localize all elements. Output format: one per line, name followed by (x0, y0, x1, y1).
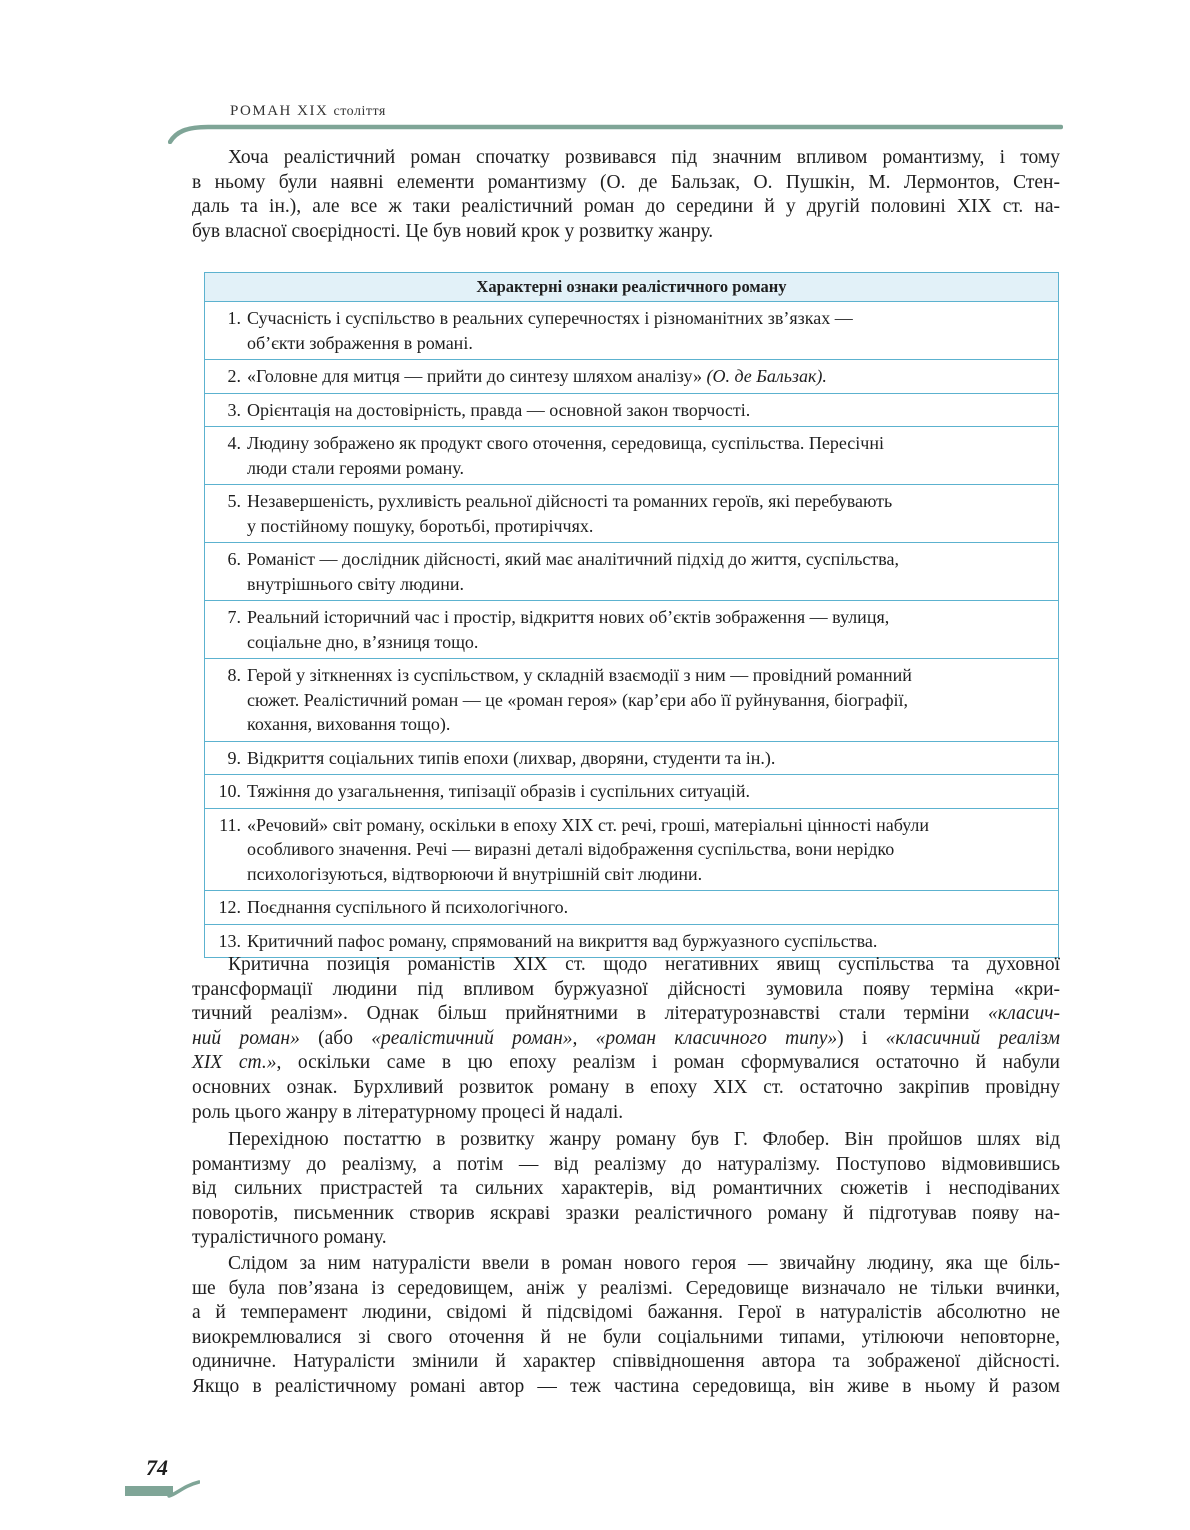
body-line: Перехідною постаттю в розвитку жанру роману був Г. Флобер. Він пройшов шлях від (228, 1129, 1060, 1150)
row-number: 10. (218, 781, 241, 801)
row-text: Герой у зіткненнях із суспільством, у складній взаємодії з ним — провідний романний (247, 665, 912, 685)
table-row (205, 601, 1059, 659)
body-paragraph-naturalists (192, 1252, 1060, 1400)
body-line (192, 1002, 1060, 1027)
body-line: Критична позиція романістів XIX ст. щодо негативних явищ суспільства та духовної (228, 954, 1060, 975)
features-table (204, 272, 1059, 958)
row-number: 13. (218, 930, 241, 951)
row-text: особливого значення. Речі — виразні деталі відображення суспільства, вони нерідко (247, 839, 895, 859)
intro-line: Хоча реалістичний роман спочатку розвивався під значним впливом романтизму, і тому (228, 147, 1060, 168)
table-row (205, 659, 1059, 742)
body-text: (або (299, 1027, 372, 1049)
term-italic: XIX ст.» (192, 1052, 277, 1074)
row-text: соціальне дно, в’язниця тощо. (247, 631, 479, 652)
running-title: РОМАН XIX (230, 103, 329, 119)
row-number: 3. (227, 399, 241, 420)
body-line: роль цього жанру в літературному процесі й надалі. (192, 1101, 624, 1123)
body-paragraph-flaubert (192, 1128, 1060, 1251)
body-line: одиничне. Натуралісти змінили й характер співвідношення автора та зображеної дійсності. (192, 1351, 1060, 1373)
row-number: 11. (219, 814, 241, 835)
body-line: виокремлювалися зі свого оточення й не були соціальними типами, утілюючи неповторне, (192, 1326, 1060, 1348)
body-line: романтизму до реалізму, а потім — від реалізму до натуралізму. Поступово відмовившись (192, 1153, 1060, 1175)
row-text: внутрішнього світу людини. (247, 573, 465, 594)
intro-line: в ньому були наявні елементи романтизму (О. де Бальзак, О. Пушкін, М. Лермонтов, Стен- (192, 171, 1060, 193)
term-italic: «класичний реалізм (885, 1027, 1060, 1049)
term-italic: «реалістичний роман», «роман класичного типу» (371, 1027, 838, 1049)
row-text: об’єкти зображення в романі. (247, 332, 473, 353)
row-text: Орієнтація на достовірність, правда — основной закон творчості. (247, 399, 751, 420)
row-number: 6. (227, 549, 241, 569)
body-line: Якщо в реалістичному романі автор — теж частина середовища, він живе в ньому й разом (192, 1375, 1060, 1397)
body-line: основних ознак. Бурхливий розвиток роману в епоху XIX ст. остаточно закріпив провідну (192, 1076, 1060, 1098)
row-text: Романіст — дослідник дійсності, який має аналітичний підхід до життя, суспільства, (247, 549, 900, 569)
body-line: ше була пов’язана із середовищем, аніж у реалізмі. Середовище визначало не тільки вчинки, (192, 1277, 1060, 1299)
table-title: Характерні ознаки реалістичного роману (205, 273, 1059, 302)
row-number: 12. (218, 897, 241, 917)
body-text: тичний реалізм». Однак більш прийнятними в літературознавстві стали терміни (192, 1003, 989, 1025)
body-line: поворотів, письменник створив яскраві зразки реалістичного роману й підготував появу на- (192, 1202, 1060, 1224)
table-row (205, 775, 1059, 809)
row-text: Незавершеність, рухливість реальної дійсності та романних героїв, які перебувають (247, 491, 893, 511)
footer-rule (125, 1478, 200, 1500)
table-row (205, 741, 1059, 775)
row-text: Критичний пафос роману, спрямований на викриття вад буржуазного суспільства. (247, 930, 878, 951)
row-text: люди стали героями роману. (247, 457, 464, 478)
row-number: 8. (227, 665, 241, 685)
row-text: Сучасність і суспільство в реальних суперечностях і різноманітних зв’язках — (247, 308, 853, 328)
row-number: 5. (227, 491, 241, 511)
row-text: Поєднання суспільного й психологічного. (247, 897, 569, 917)
term-italic: ний роман» (192, 1027, 300, 1049)
body-line: трансформації людини під впливом буржуазної дійсності зумовила появу терміна «кри- (192, 978, 1060, 1000)
body-line (192, 1027, 1060, 1052)
row-text: Людину зображено як продукт свого оточення, середовища, суспільства. Пересічні (247, 433, 884, 453)
body-text: , оскільки саме в цю епоху реалізм і роман сформувалися остаточно й набули (276, 1052, 1060, 1074)
table-row (205, 427, 1059, 485)
body-text: ) і (837, 1027, 886, 1049)
row-number: 9. (227, 747, 241, 768)
body-line: а й темперамент людини, свідомі й підсвідомі бажання. Герої в натуралістів абсолютно не (192, 1302, 1060, 1324)
term-italic: «класич- (988, 1003, 1060, 1025)
row-text: сюжет. Реалістичний роман — це «роман героя» (кар’єри або її руйнування, біографії, (247, 689, 909, 710)
intro-paragraph (192, 146, 1060, 244)
body-line: від сильних пристрастей та сильних характерів, від романтичних сюжетів і несподіваних (192, 1178, 1060, 1200)
row-text: кохання, виховання тощо). (247, 714, 451, 734)
row-text: «Головне для митця — прийти до синтезу шляхом аналізу» (247, 366, 702, 386)
table-row (205, 808, 1059, 891)
row-text: Відкриття соціальних типів епохи (лихвар, дворяни, студенти та ін.). (247, 747, 776, 768)
row-number: 4. (227, 433, 241, 453)
body-paragraph-critical-realism (192, 953, 1060, 1125)
table-row (205, 393, 1059, 427)
body-line: туралістичного роману. (192, 1227, 387, 1249)
row-text: у постійному пошуку, боротьбі, протиріччях. (247, 515, 594, 536)
running-title-small: століття (333, 104, 386, 119)
row-text: Тяжіння до узагальнення, типізації образів і суспільних ситуацій. (247, 781, 750, 801)
row-citation: (О. де Бальзак). (706, 366, 827, 386)
page-number: 74 (146, 1455, 168, 1480)
table-row (205, 543, 1059, 601)
intro-line: даль та ін.), але все ж таки реалістичний роман до середини й у другій половині XIX ст. на- (192, 196, 1060, 218)
table-row (205, 360, 1059, 394)
row-text: «Речовий» світ роману, оскільки в епоху XIX ст. речі, гроші, матеріальні цінності набули (247, 814, 930, 835)
table-row (205, 485, 1059, 543)
row-text: Реальний історичний час і простір, відкриття нових об’єктів зображення — вулиця, (247, 607, 890, 627)
row-number: 7. (227, 607, 241, 627)
table-row (205, 302, 1059, 360)
body-line: Слідом за ним натуралісти ввели в роман нового героя — звичайну людину, яка ще біль- (228, 1253, 1060, 1274)
body-line (192, 1051, 1060, 1076)
row-number: 2. (227, 366, 241, 386)
intro-line: був власної своєрідності. Це був новий крок у розвитку жанру. (192, 220, 714, 242)
row-number: 1. (227, 308, 241, 328)
header-rule (168, 118, 1063, 144)
table-row (205, 891, 1059, 925)
row-text: психологізуються, відтворюючи й внутрішній світ людини. (247, 863, 703, 884)
